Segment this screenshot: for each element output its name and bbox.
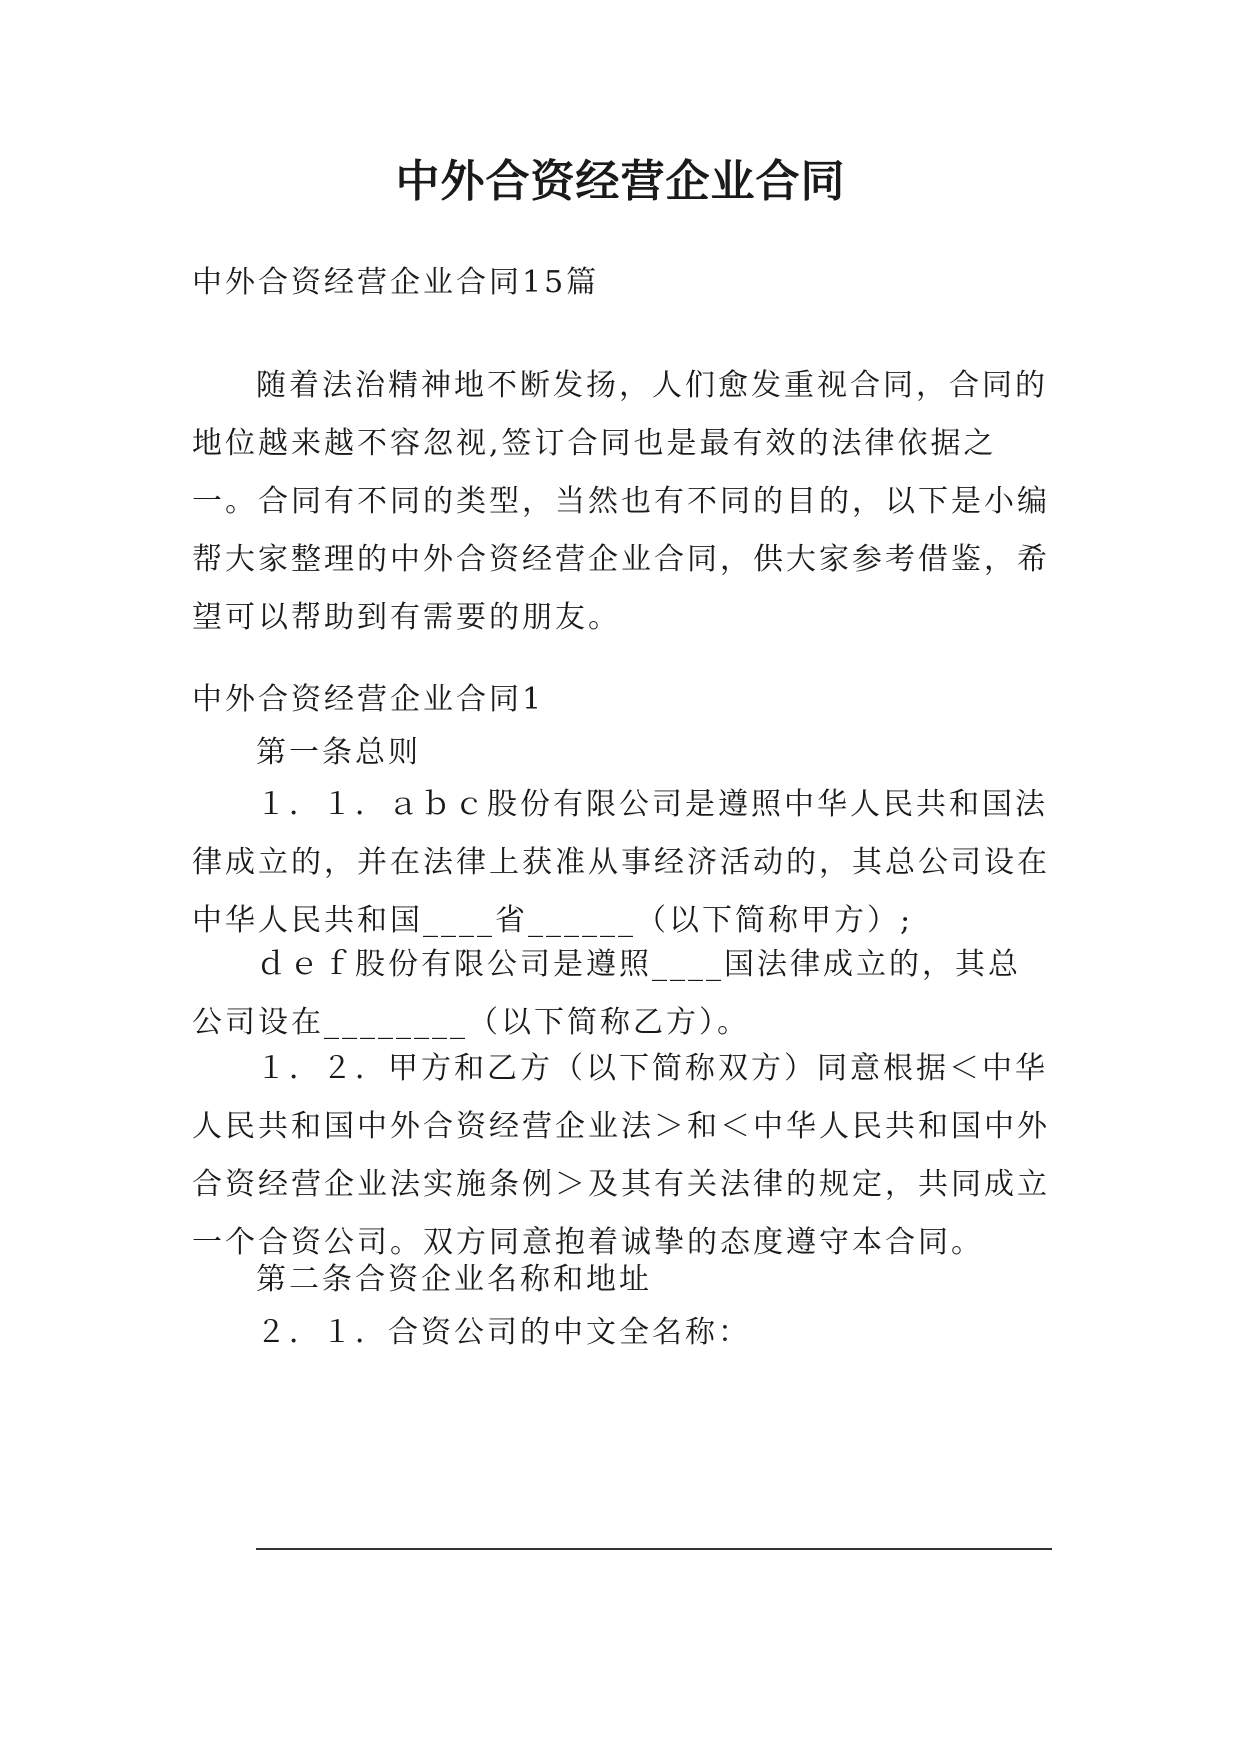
clause-2-1: ２．１．合资公司的中文全名称： [256, 1315, 751, 1350]
document-subtitle: 中外合资经营企业合同15篇 [192, 265, 600, 300]
article-1-heading: 第一条总则 [256, 735, 421, 770]
clause-1-1-a: １．１．ａｂｃ股份有限公司是遵照中华人民共和国法律成立的，并在法律上获准从事经济活动的，其总公司设在中华人民共和国____省______（以下简称甲方）; [192, 787, 1050, 938]
clause-1-1-b: ｄｅｆ股份有限公司是遵照____国法律成立的，其总公司设在________（以下简称乙方）。 [192, 947, 1021, 1040]
article-2-heading: 第二条合资企业名称和地址 [256, 1262, 652, 1297]
blank-fill-line [256, 1548, 1052, 1550]
document-title: 中外合资经营企业合同 [395, 156, 846, 207]
intro-paragraph: 随着法治精神地不断发扬，人们愈发重视合同，合同的地位越来越不容忽视,签订合同也是最有效的法律依据之一。合同有不同的类型，当然也有不同的目的，以下是小编帮大家整理的中外合资经营企业合同，供大家参考借鉴，希望可以帮助到有需要的朋友。 [192, 368, 1050, 635]
clause-1-2: １．２．甲方和乙方（以下简称双方）同意根据＜中华人民共和国中外合资经营企业法＞和＜中华人民共和国中外合资经营企业法实施条例＞及其有关法律的规定，共同成立一个合资公司。双方同意抱着诚挚的态度遵守本合同。 [192, 1051, 1050, 1260]
section-heading: 中外合资经营企业合同1 [192, 682, 545, 717]
